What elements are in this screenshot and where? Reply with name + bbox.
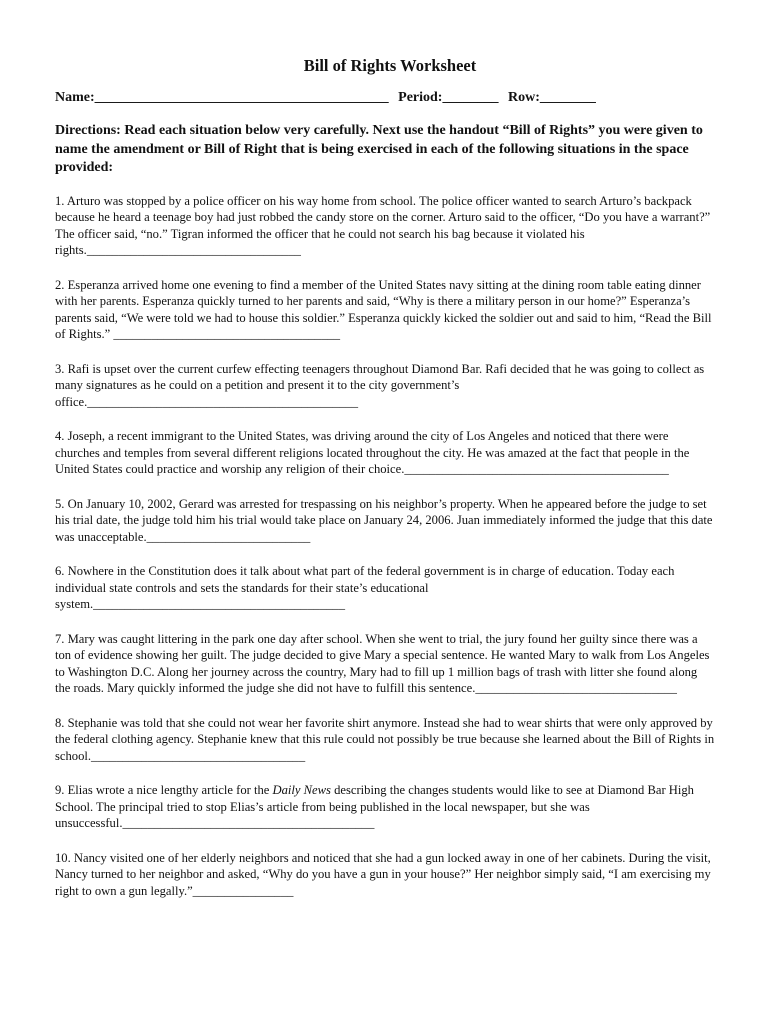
situation-8: 8. Stephanie was told that she could not wear her favorite shirt anymore. Instead she had to wear shirts that were only approved by the federal clothing agency. Stephanie knew that this rule could not possibly be true because she learned about the Bill of Rights in school.__________________________________ <box>55 715 715 763</box>
situation-6: 6. Nowhere in the Constitution does it talk about what part of the federal government is in charge of education. Today each individual state controls and sets the standards for their state’s educational system.________________________________________ <box>55 564 675 611</box>
situation-3: 3. Rafi is upset over the current curfew effecting teenagers throughout Diamond Bar. Rafi decided that he was going to collect as many signatures as he could on a petition and present it to the city government’s office.___________________________________________ <box>55 361 705 409</box>
situation-5: 5. On January 10, 2002, Gerard was arrested for trespassing on his neighbor’s property. When he appeared before the judge to set his trial date, the judge told him his trial would take place on January 24, 2006. Juan immediately informed the judge that this date was unacceptable.__________________________ <box>55 496 713 544</box>
row-field: Row:________ <box>507 90 596 105</box>
page-title: Bill of Rights Worksheet <box>303 56 477 75</box>
situation-2: 2. Esperanza arrived home one evening to find a member of the United States navy sitting at the dining room table eating dinner with her parents. Esperanza quickly turned to her parents and said, “Why is there a military person in our home?” Esperanza’s parents said, “We were told we had to house this soldier.” Esperanza quickly kicked the soldier out and said to him, “Read the Bill of Rights.” ____________________________________ <box>55 277 712 341</box>
situation-10: 10. Nancy visited one of her elderly neighbors and noticed that she had a gun locked away in one of her cabinets. During the visit, Nancy turned to her neighbor and asked, “Why do you have a gun in your house?” Her neighbor simply said, “I am exercising my right to own a gun legally.”________________ <box>55 850 711 898</box>
situation-9-text-before: 9. Elias wrote a nice lengthy article for the <box>55 783 273 797</box>
situation-4: 4. Joseph, a recent immigrant to the United States, was driving around the city of Los Angeles and noticed that there were churches and temples from several different religions located throughout the city. He was amazed at the fact that people in the United States could practice and worship any religion of their choice.__________________________________________ <box>55 429 690 476</box>
situation-7: 7. Mary was caught littering in the park one day after school. When she went to trial, the jury found her guilty since there was a ton of evidence showing her guilt. The judge decided to give Mary a special sentence. He wanted Mary to walk from Los Angeles to Washington D.C. Along her journey across the country, Mary had to fill up 1 million bags of trash with litter she found along the roads. Mary quickly informed the judge she did not have to fulfill this sentence.________________________________ <box>55 631 710 695</box>
name-field: Name:__________________________________________ <box>55 90 389 105</box>
newspaper-title: Daily News <box>272 783 331 797</box>
header-fields <box>55 90 715 106</box>
directions: Directions: Read each situation below very carefully. Next use the handout “Bill of Rights” you were given to name the amendment or Bill of Right that is being exercised in each of the following situations in the space provided: <box>55 123 703 175</box>
worksheet-page <box>55 56 715 917</box>
situation-9 <box>55 782 715 832</box>
situation-1: 1. Arturo was stopped by a police officer on his way home from school. The police officer wanted to search Arturo’s backpack because he heard a teenage boy had just robbed the candy store on the corner. Arturo said to the officer, “Do you have a warrant?” The officer said, “no.” Tigran informed the officer that he could not search his bag because it violated his rights.__________________________________ <box>55 193 711 257</box>
period-field: Period:________ <box>398 90 499 105</box>
situation-9-text-after: describing the changes students would like to see at Diamond Bar High School. The principal tried to stop Elias’s article from being published in the local newspaper, but she was unsuccessful.________________________________________ <box>55 783 694 830</box>
